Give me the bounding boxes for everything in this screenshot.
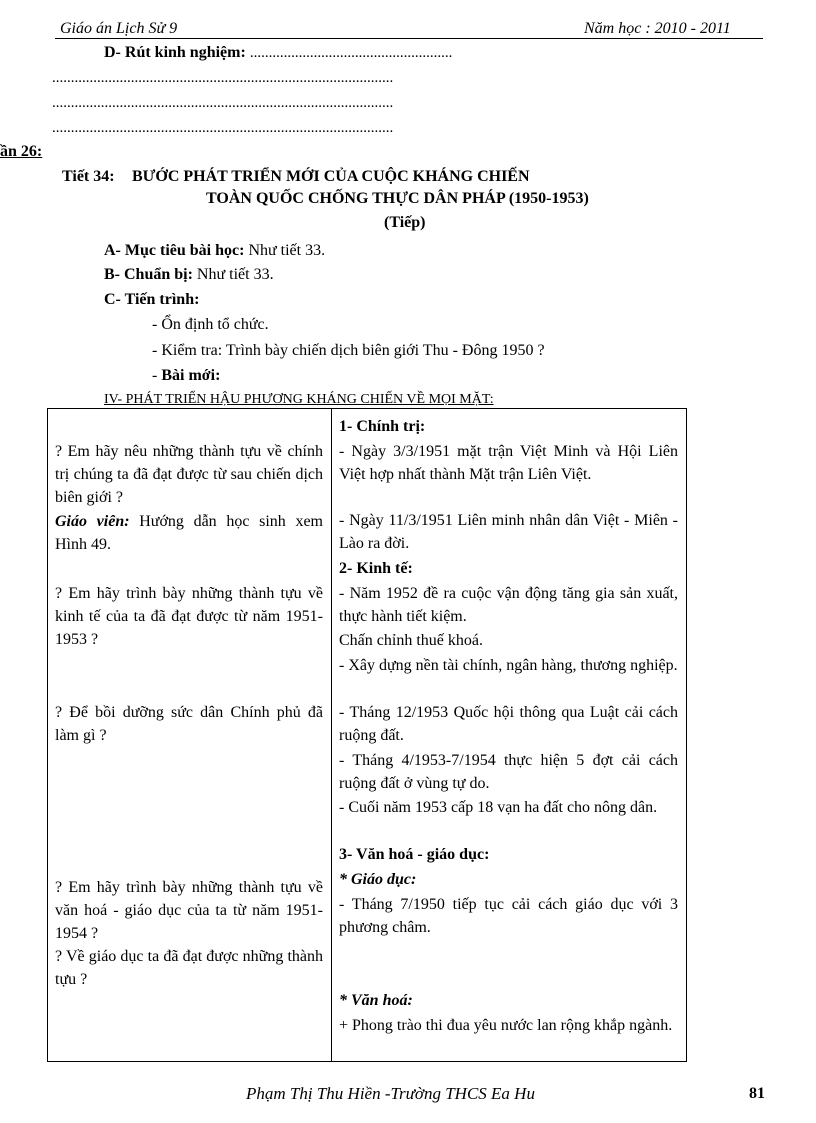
content-item: - Tháng 12/1953 Quốc hội thông qua Luật cải cách ruộng đất. (339, 704, 678, 744)
question-education: ? Về giáo dục ta đã đạt được những thành tựu ? (55, 948, 323, 988)
review-label: D- Rút kinh nghiệm: (104, 44, 246, 61)
content-item: - Cuối năm 1953 cấp 18 vạn ha đất cho nông dân. (339, 799, 658, 816)
section-c-item (152, 367, 220, 385)
week-label: ần 26: (0, 143, 43, 160)
review-dot-line: ........................................................................................... (52, 120, 394, 136)
content-item: - Xây dựng nền tài chính, ngân hàng, thương nghiệp. (339, 657, 678, 674)
content-item: - Năm 1952 đề ra cuộc vận động tăng gia sản xuất, thực hành tiết kiệm. (339, 585, 678, 625)
content-column (332, 409, 687, 1062)
section-c-item-dash: - (152, 367, 162, 384)
header-subject: Giáo án Lịch Sử 9 (60, 20, 178, 37)
section-c-item-new-lesson: Bài mới: (161, 367, 221, 384)
heading-culture-education: 3- Văn hoá - giáo dục: (339, 846, 490, 863)
lesson-title-line2: TOÀN QUỐC CHỐNG THỰC DÂN PHÁP (1950-1953) (206, 190, 589, 207)
part-four-heading: IV- PHÁT TRIỂN HẬU PHƯƠNG KHÁNG CHIẾN VỀ MỌI MẶT: (104, 392, 494, 407)
section-b-label: B- Chuẩn bị: (104, 266, 193, 283)
section-c-label: C- Tiến trình: (104, 291, 200, 308)
content-item: - Ngày 3/3/1951 mặt trận Việt Minh và Hội Liên Việt hợp nhất thành Mặt trận Liên Việt. (339, 443, 678, 483)
question-culture: ? Em hãy trình bày những thành tựu về văn hoá - giáo dục của ta từ năm 1951-1954 ? (55, 879, 323, 942)
teacher-text: Hướng dẫn học sinh xem Hình 49. (55, 513, 324, 553)
subheading-education: * Giáo dục: (339, 871, 417, 888)
review-dots-inline: ...................................................... (249, 45, 453, 61)
section-a-label: A- Mục tiêu bài học: (104, 242, 245, 259)
question-politics: ? Em hãy nêu những thành tựu về chính trị chúng ta đã đạt được từ sau chiến dịch biên giới ? (55, 443, 323, 506)
footer-author: Phạm Thị Thu Hiền -Trường THCS Ea Hu (246, 1084, 535, 1103)
section-b (104, 266, 274, 284)
section-c-item: - Ổn định tổ chức. (152, 316, 269, 333)
content-item: - Tháng 7/1950 tiếp tục cải cách giáo dục với 3 phương châm. (339, 896, 678, 936)
header-school-year: Năm học : 2010 - 2011 (584, 20, 731, 37)
section-a (104, 242, 325, 260)
content-item: Chấn chỉnh thuế khoá. (339, 632, 483, 649)
review-dot-line: ........................................................................................... (52, 95, 394, 111)
content-item: - Ngày 11/3/1951 Liên minh nhân dân Việt - Miên - Lào ra đời. (339, 512, 678, 552)
subheading-culture: * Văn hoá: (339, 992, 413, 1009)
page-number: 81 (749, 1085, 765, 1102)
teacher-note (55, 510, 323, 556)
header-rule (55, 38, 763, 39)
review-line (104, 44, 452, 62)
lesson-table (47, 408, 687, 1062)
teacher-questions-column (48, 409, 332, 1062)
question-economy: ? Em hãy trình bày những thành tựu về kinh tế của ta đã đạt được từ năm 1951-1953 ? (55, 585, 323, 648)
lesson-title-line1: BƯỚC PHÁT TRIỂN MỚI CỦA CUỘC KHÁNG CHIẾN (132, 168, 530, 185)
question-people: ? Để bồi dưỡng sức dân Chính phủ đã làm gì ? (55, 704, 323, 744)
review-dot-line: ........................................................................................... (52, 70, 394, 86)
content-item: - Tháng 4/1953-7/1954 thực hiện 5 đợt cải cách ruộng đất ở vùng tự do. (339, 752, 678, 792)
section-a-value: Như tiết 33. (248, 242, 326, 259)
lesson-number: Tiết 34: (62, 168, 115, 185)
section-c-item: - Kiểm tra: Trình bày chiến dịch biên giới Thu - Đông 1950 ? (152, 342, 545, 359)
lesson-title-line3: (Tiếp) (384, 214, 426, 231)
heading-economy: 2- Kinh tế: (339, 560, 413, 577)
content-item: + Phong trào thi đua yêu nước lan rộng khắp ngành. (339, 1017, 673, 1034)
heading-politics: 1- Chính trị: (339, 418, 426, 435)
section-b-value: Như tiết 33. (196, 266, 274, 283)
teacher-label: Giáo viên: (55, 513, 130, 530)
